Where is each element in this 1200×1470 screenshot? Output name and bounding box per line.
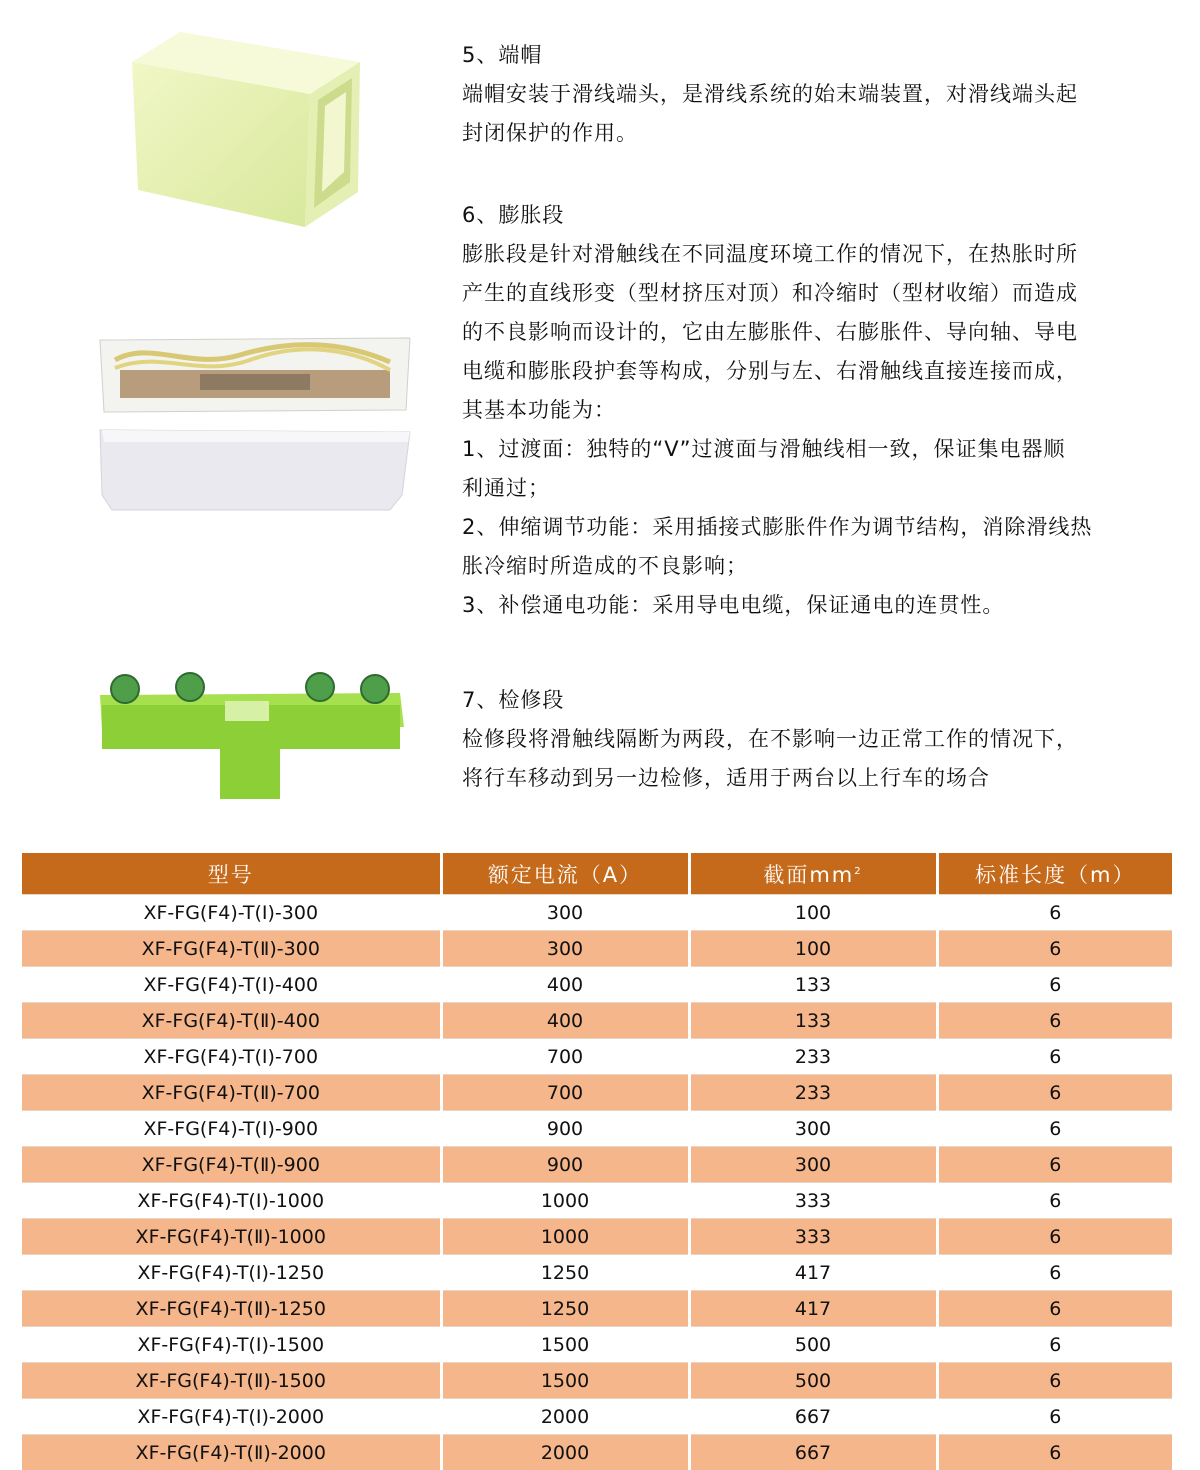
cell-model: XF-FG(F4)-T(Ⅰ)-300 <box>22 895 441 931</box>
section-end-cap <box>462 36 1182 153</box>
cell-section: 500 <box>689 1327 937 1363</box>
cell-length: 6 <box>937 1219 1172 1255</box>
cell-model: XF-FG(F4)-T(Ⅱ)-1500 <box>22 1363 441 1399</box>
section-line: 的不良影响而设计的，它由左膨胀件、右膨胀件、导向轴、导电 <box>462 313 1182 352</box>
table-row <box>22 1291 1172 1327</box>
section-line: 3、补偿通电功能：采用导电电缆，保证通电的连贯性。 <box>462 586 1182 625</box>
cell-section: 667 <box>689 1435 937 1470</box>
table-row <box>22 1327 1172 1363</box>
cell-section: 417 <box>689 1255 937 1291</box>
cell-model: XF-FG(F4)-T(Ⅰ)-900 <box>22 1111 441 1147</box>
table-row <box>22 931 1172 967</box>
cell-length: 6 <box>937 1435 1172 1470</box>
cell-length: 6 <box>937 1255 1172 1291</box>
section-line: 胀冷缩时所造成的不良影响； <box>462 547 1182 586</box>
cell-length: 6 <box>937 1075 1172 1111</box>
cell-section: 300 <box>689 1147 937 1183</box>
cell-current: 300 <box>441 931 689 967</box>
cell-model: XF-FG(F4)-T(Ⅰ)-1500 <box>22 1327 441 1363</box>
table-body <box>22 895 1172 1470</box>
cell-length: 6 <box>937 967 1172 1003</box>
cell-section: 500 <box>689 1363 937 1399</box>
cell-model: XF-FG(F4)-T(Ⅰ)-700 <box>22 1039 441 1075</box>
section-line: 其基本功能为： <box>462 391 1182 430</box>
cell-current: 700 <box>441 1075 689 1111</box>
header-current: 额定电流（A） <box>441 853 689 895</box>
table-header-row <box>22 853 1172 895</box>
cell-current: 1500 <box>441 1363 689 1399</box>
cell-section: 233 <box>689 1075 937 1111</box>
section-line: 封闭保护的作用。 <box>462 114 1182 153</box>
cell-length: 6 <box>937 1003 1172 1039</box>
cell-current: 1500 <box>441 1327 689 1363</box>
cell-model: XF-FG(F4)-T(Ⅰ)-1250 <box>22 1255 441 1291</box>
expansion-section-photo <box>90 330 420 520</box>
section-title: 5、端帽 <box>462 36 1182 75</box>
cell-model: XF-FG(F4)-T(Ⅱ)-1000 <box>22 1219 441 1255</box>
cell-model: XF-FG(F4)-T(Ⅱ)-400 <box>22 1003 441 1039</box>
spec-table <box>22 853 1172 1470</box>
cell-model: XF-FG(F4)-T(Ⅱ)-700 <box>22 1075 441 1111</box>
section-line: 2、伸缩调节功能：采用插接式膨胀件作为调节结构，消除滑线热 <box>462 508 1182 547</box>
cell-section: 100 <box>689 931 937 967</box>
table-row <box>22 1255 1172 1291</box>
cell-current: 700 <box>441 1039 689 1075</box>
cell-length: 6 <box>937 1399 1172 1435</box>
cell-length: 6 <box>937 1111 1172 1147</box>
table-row <box>22 1039 1172 1075</box>
end-cap-photo <box>120 22 380 232</box>
cell-current: 900 <box>441 1111 689 1147</box>
cell-length: 6 <box>937 1327 1172 1363</box>
cell-section: 667 <box>689 1399 937 1435</box>
section-line: 电缆和膨胀段护套等构成，分别与左、右滑触线直接连接而成， <box>462 352 1182 391</box>
table-row <box>22 1363 1172 1399</box>
cell-length: 6 <box>937 1183 1172 1219</box>
cell-model: XF-FG(F4)-T(Ⅰ)-2000 <box>22 1399 441 1435</box>
cell-length: 6 <box>937 1039 1172 1075</box>
cell-current: 1000 <box>441 1183 689 1219</box>
section-line: 端帽安装于滑线端头，是滑线系统的始末端装置，对滑线端头起 <box>462 75 1182 114</box>
cell-length: 6 <box>937 931 1172 967</box>
cell-current: 300 <box>441 895 689 931</box>
cell-current: 400 <box>441 1003 689 1039</box>
section-title: 7、检修段 <box>462 681 1182 720</box>
table-row <box>22 1435 1172 1470</box>
cell-length: 6 <box>937 1147 1172 1183</box>
cell-section: 333 <box>689 1183 937 1219</box>
cell-model: XF-FG(F4)-T(Ⅱ)-900 <box>22 1147 441 1183</box>
cell-model: XF-FG(F4)-T(Ⅱ)-1250 <box>22 1291 441 1327</box>
section-line: 检修段将滑触线隔断为两段，在不影响一边正常工作的情况下， <box>462 720 1182 759</box>
cell-model: XF-FG(F4)-T(Ⅰ)-1000 <box>22 1183 441 1219</box>
cell-model: XF-FG(F4)-T(Ⅱ)-300 <box>22 931 441 967</box>
cell-current: 900 <box>441 1147 689 1183</box>
section-maintenance <box>462 681 1182 798</box>
section-title: 6、膨胀段 <box>462 196 1182 235</box>
cell-length: 6 <box>937 895 1172 931</box>
header-model: 型号 <box>22 853 441 895</box>
table-row <box>22 1111 1172 1147</box>
header-section: 截面$mm^2$ <box>689 853 937 895</box>
cell-section: 417 <box>689 1291 937 1327</box>
cell-section: 100 <box>689 895 937 931</box>
table-row <box>22 895 1172 931</box>
cell-section: 233 <box>689 1039 937 1075</box>
table-row <box>22 1219 1172 1255</box>
table-row <box>22 1147 1172 1183</box>
cell-current: 1250 <box>441 1291 689 1327</box>
cell-model: XF-FG(F4)-T(Ⅱ)-2000 <box>22 1435 441 1470</box>
section-line: 将行车移动到另一边检修，适用于两台以上行车的场合 <box>462 759 1182 798</box>
table-row <box>22 1183 1172 1219</box>
section-line: 1、过渡面：独特的“V”过渡面与滑触线相一致，保证集电器顺 <box>462 430 1182 469</box>
section-line: 利通过； <box>462 469 1182 508</box>
cell-length: 6 <box>937 1291 1172 1327</box>
table-row <box>22 967 1172 1003</box>
cell-section: 300 <box>689 1111 937 1147</box>
cell-current: 400 <box>441 967 689 1003</box>
section-line: 膨胀段是针对滑触线在不同温度环境工作的情况下，在热胀时所 <box>462 235 1182 274</box>
cell-section: 133 <box>689 967 937 1003</box>
cell-section: 333 <box>689 1219 937 1255</box>
cell-current: 1250 <box>441 1255 689 1291</box>
cell-current: 1000 <box>441 1219 689 1255</box>
table-row <box>22 1399 1172 1435</box>
table-row <box>22 1075 1172 1111</box>
cell-current: 2000 <box>441 1399 689 1435</box>
maintenance-section-photo <box>90 665 420 800</box>
cell-section: 133 <box>689 1003 937 1039</box>
cell-length: 6 <box>937 1363 1172 1399</box>
cell-model: XF-FG(F4)-T(Ⅰ)-400 <box>22 967 441 1003</box>
header-length: 标准长度（m） <box>937 853 1172 895</box>
section-expansion <box>462 196 1182 625</box>
table-row <box>22 1003 1172 1039</box>
section-line: 产生的直线形变（型材挤压对顶）和冷缩时（型材收缩）而造成 <box>462 274 1182 313</box>
cell-current: 2000 <box>441 1435 689 1470</box>
